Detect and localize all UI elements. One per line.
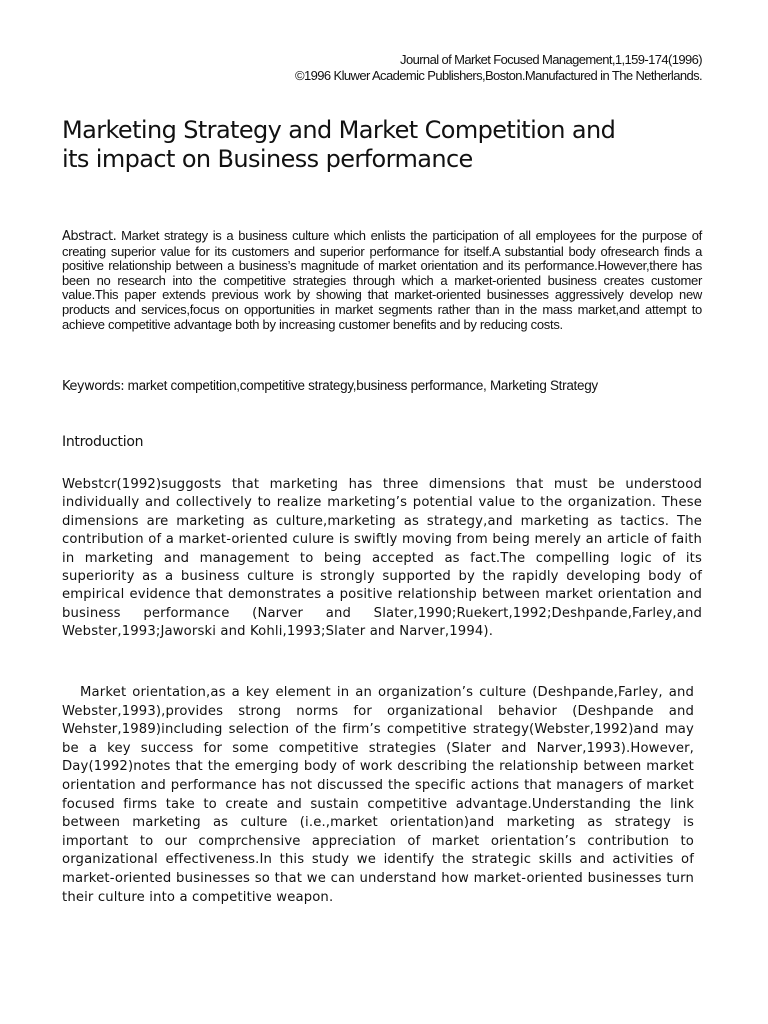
section-heading-introduction: Introduction — [62, 434, 144, 450]
introduction-paragraph-1: Webstcr(1992)suggosts that marketing has three dimensions that must be understood individually and collectively to realize marketing’s potential value to the organization. These dimensions are marketing as culture,marketing as strategy,and marketing as tactics. The contribution of a market-oriented culure is swiftly moving from being merely an article of faith in marketing and management to being accepted as fact.The compelling logic of its superiority as a business culture is strongly supported by the rapidly developing body of empirical evidence that demonstrates a positive relationship between market orientation and business performance (Narver and Slater,1990;Ruekert,1992;Deshpande,Farley,and Webster,1993;Jaworski and Kohli,1993;Slater and Narver,1994). — [62, 477, 702, 640]
abstract-label: Abstract. — [62, 229, 117, 244]
keywords-text: market competition,competitive strategy,business performance, Marketing Strategy — [124, 378, 598, 393]
paper-title: Marketing Strategy and Market Competition and its impact on Business performance — [62, 116, 616, 173]
keywords — [62, 378, 702, 395]
publisher-notice: ©1996 Kluwer Academic Publishers,Boston.Manufactured in The Netherlands. — [295, 68, 702, 83]
keywords-label: Keywords: — [62, 379, 125, 394]
abstract — [62, 229, 702, 332]
journal-header — [62, 52, 702, 84]
abstract-text: Market strategy is a business culture which enlists the participation of all employees for the purpose of creating superior value for its customers and superior performance for itself.A substantial body ofresearch finds a positive relationship between a business’s magnitude of market orientation and its performance.However,there has been no research into the competitive strategies through which a market-oriented business creates customer value.This paper extends previous work by showing that market-oriented businesses aggressively develop new products and services,focus on opportunities in market segments rather than in the mass market,and attempt to achieve competitive advantage both by increasing customer benefits and by reducing costs. — [62, 228, 702, 332]
journal-citation: Journal of Market Focused Management,1,159-174(1996) — [400, 52, 702, 67]
introduction-paragraph-2: Market orientation,as a key element in an organization’s culture (Deshpande,Farley, and Webster,1993),provides strong norms for organizational behavior (Deshpande and Wehster,1989)including selection of the firm’s competitive strategy(Webster,1992)and may be a key success for some competitive strategies (Slater and Narver,1993).However, Day(1992)notes that the emerging body of work describing the relationship between market orientation and performance has not discussed the specific actions that managers of market focused firms take to create and sustain competitive advantage.Understanding the link between marketing as culture (i.e.,market orientation)and marketing as strategy is important to our comprchensive appreciation of market orientation’s contribution to organizational effectiveness.In this study we identify the strategic skills and activities of market-oriented businesses so that we can understand how market-oriented businesses turn their culture into a competitive weapon. — [62, 685, 694, 905]
